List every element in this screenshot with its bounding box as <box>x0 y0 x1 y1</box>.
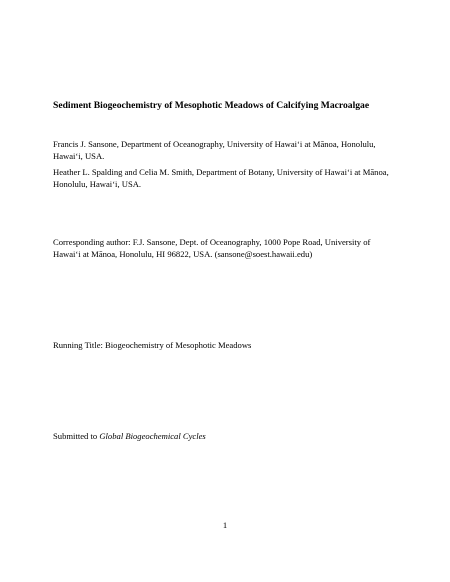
paper-title: Sediment Biogeochemistry of Mesophotic Meadows of Calcifying Macroalgae <box>53 100 370 111</box>
submitted-prefix: Submitted to <box>53 431 100 441</box>
author-affiliation-1: Francis J. Sansone, Department of Oceanography, University of Hawai‘i at Mānoa, Honolulu, Hawai‘i, USA. <box>53 139 376 161</box>
corresponding-author: Corresponding author: F.J. Sansone, Dept. of Oceanography, 1000 Pope Road, University of Hawai‘i at Mānoa, Honolulu, HI 96822, USA. (sansone@soest.hawaii.edu) <box>53 237 371 259</box>
submission-note <box>53 430 398 442</box>
author-affiliation-2: Heather L. Spalding and Celia M. Smith, Department of Botany, University of Hawai‘i at Mānoa, Honolulu, Hawai‘i, USA. <box>53 167 389 189</box>
running-title: Running Title: Biogeochemistry of Mesophotic Meadows <box>53 340 252 350</box>
page-number: 1 <box>222 520 228 530</box>
journal-name: Global Biogeochemical Cycles <box>99 431 206 441</box>
